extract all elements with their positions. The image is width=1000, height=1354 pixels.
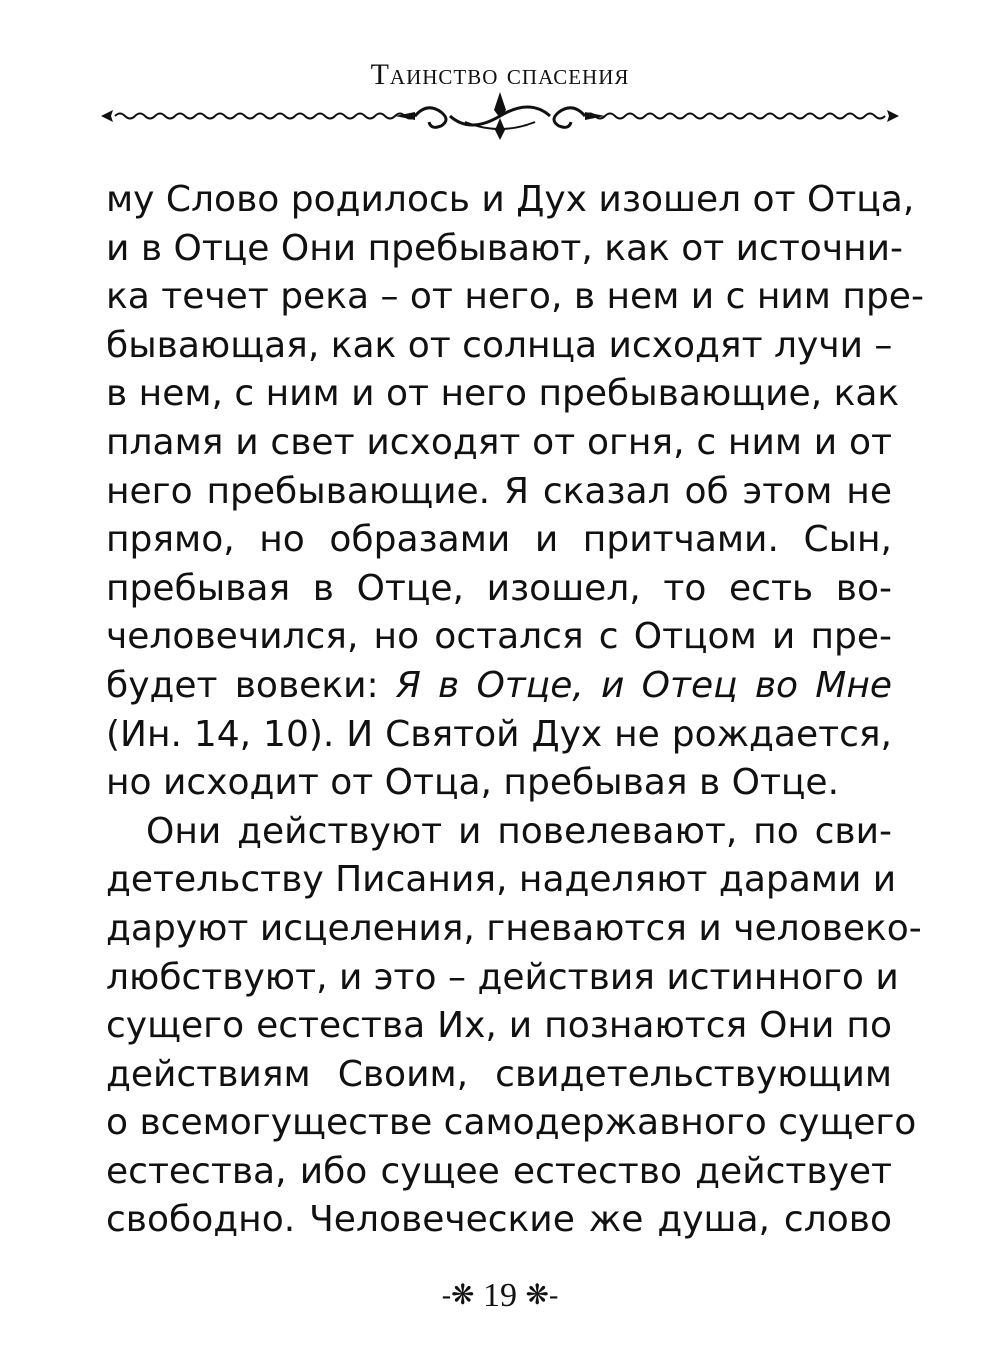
text-line: свободно. Человеческие же душа, слово	[106, 1199, 892, 1241]
text-line: действиям Своим, свидетельствующим	[106, 1053, 892, 1095]
running-title: Таинство спасения	[370, 58, 630, 91]
text-line: пламя и свет исходят от огня, с ним и от	[106, 421, 892, 463]
paragraph-first-line: Они действуют и повелевают, по сви-	[146, 810, 892, 852]
folio-ornament-right-icon: ❋-	[525, 1280, 559, 1311]
text-line: о всемогуществе самодержавного сущего	[106, 1102, 917, 1144]
folio-ornament-left-icon: -❋	[441, 1280, 475, 1311]
text-line: в нем, с ним и от него пребывающие, как	[106, 373, 900, 415]
text-line: естества, ибо сущее естество действует	[106, 1150, 892, 1192]
text-line: сущего естества Их, и познаются Они по	[106, 1005, 892, 1047]
text-line: даруют исцеления, гневаются и человеко-	[106, 907, 922, 949]
text-line: него пребывающие. Я сказал об этом не	[106, 470, 892, 512]
text-line: любствуют, и это – действия истинного и	[106, 956, 899, 998]
page-number-value: 19	[483, 1277, 517, 1314]
text-line-with-quote	[106, 662, 892, 711]
text-line: му Слово родилось и Дух изошел от Отца,	[106, 179, 915, 220]
text-line: но исходит от Отца, пребывая в Отце.	[106, 762, 840, 804]
body-text	[106, 176, 924, 1245]
page-number	[0, 1277, 1000, 1315]
scripture-quote: Я в Отце, и Отец во Мне	[395, 664, 893, 706]
text-line: пребывая в Отце, изошел, то есть во-	[106, 567, 892, 609]
text-line: (Ин. 14, 10). И Святой Дух не рождается,	[106, 713, 892, 755]
text-line-start: будет вовеки:	[106, 664, 396, 706]
text-line: прямо, но образами и притчами. Сын,	[106, 519, 892, 561]
text-line: бывающая, как от солнца исходят лучи –	[106, 324, 893, 366]
text-line: детельству Писания, наделяют дарами и	[106, 859, 897, 901]
text-line: ка течет река – от него, в нем и с ним пре-	[106, 276, 924, 318]
text-line: человечился, но остался с Отцом и пре-	[106, 616, 892, 658]
text-line: и в Отце Они пребывают, как от источни-	[106, 227, 904, 269]
header-ornament	[95, 88, 905, 144]
